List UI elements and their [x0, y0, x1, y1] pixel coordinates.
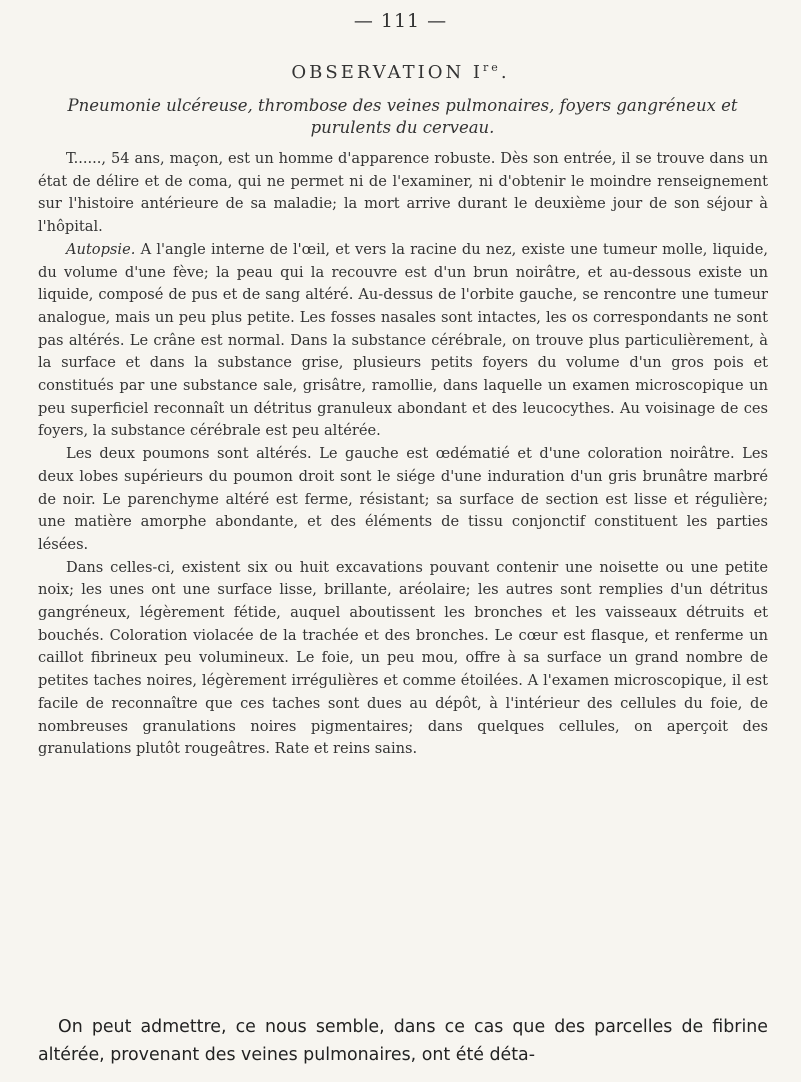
conclusion-text: [38, 1013, 768, 1069]
paragraph-1: [38, 148, 768, 239]
page-number: — 111 —: [353, 10, 448, 32]
paragraph-4: [38, 557, 768, 761]
observation-title-sup: re: [483, 61, 501, 74]
observation-title: [0, 61, 801, 83]
observation-title-end: .: [500, 62, 510, 83]
conclusion-paragraph: On peut admettre, ce nous semble, dans ce cas que des parcelles de fibrine altérée, provenant des veines pulmonaires, ont été déta-: [38, 1017, 768, 1065]
autopsie-heading: Autopsie.: [66, 240, 136, 258]
paragraph-1-text: T......, 54 ans, maçon, est un homme d'apparence robuste. Dès son entrée, il se trouve dans un état de délire et de coma, qui ne permet ni de l'examiner, ni d'obtenir le moindre renseignement sur l'histoire antérieure de sa maladie; la mort arrive durant le deuxième jour de son séjour à l'hôpital.: [38, 150, 768, 236]
paragraph-2-text: A l'angle interne de l'œil, et vers la racine du nez, existe une tumeur molle, liquide, du volume d'une fève; la peau qui la recouvre est d'un brun noirâtre, et au-dessous existe un liquide, composé de pus et de sang altéré. Au-dessus de l'orbite gauche, se rencontre une tumeur analogue, mais un peu plus petite. Les fosses nasales sont intactes, les os correspondants ne sont pas altérés. Le crâne est normal. Dans la substance cérébrale, on trouve plus particulièrement, à la surface et dans la substance grise, plusieurs petits foyers du volume d'un gros pois et constitués par une substance sale, grisâtre, ramollie, dans laquelle un examen microscopique un peu superficiel reconnaît un détritus granuleux abondant et des leucocythes. Au voisinage de ces foyers, la substance cérébrale est peu altérée.: [38, 240, 768, 440]
paragraph-3-text: Les deux poumons sont altérés. Le gauche est œdématié et d'une coloration noirâtre. Les deux lobes supérieurs du poumon droit sont le siége d'une induration d'un gris brunâtre marbré de noir. Le parenchyme altéré est ferme, résistant; sa surface de section est lisse et régulière; une matière amorphe abondante, et des éléments de tissu conjonctif constituent les parties lésées.: [38, 445, 768, 553]
paragraph-4-text: Dans celles-ci, existent six ou huit excavations pouvant contenir une noisette ou une petite noix; les unes ont une surface lisse, brillante, aréolaire; les autres sont remplies d'un détritus gangréneux, légèrement fétide, auquel aboutissent les bronches et les vaisseaux détruits et bouchés. Coloration violacée de la trachée et des bronches. Le cœur est flasque, et renferme un caillot fibrineux peu volumineux. Le foie, un peu mou, offre à sa surface un grand nombre de petites taches noires, légèrement irrégulières et comme étoilées. A l'examen microscopique, il est facile de reconnaître que ces taches sont dues au dépôt, à l'intérieur des cellules du foie, de nombreuses granulations noires pigmentaires; dans quelques cellules, on aperçoit des granulations plutôt rougeâtres. Rate et reins sains.: [38, 558, 768, 758]
paragraph-2: [38, 239, 768, 443]
observation-title-text: OBSERVATION I: [291, 62, 484, 83]
paragraph-3: [38, 443, 768, 557]
observation-subtitle: Pneumonie ulcéreuse, thrombose des veines pulmonaires, foyers gangréneux et purulents du cerveau.: [67, 96, 738, 137]
body-text: [38, 148, 768, 761]
